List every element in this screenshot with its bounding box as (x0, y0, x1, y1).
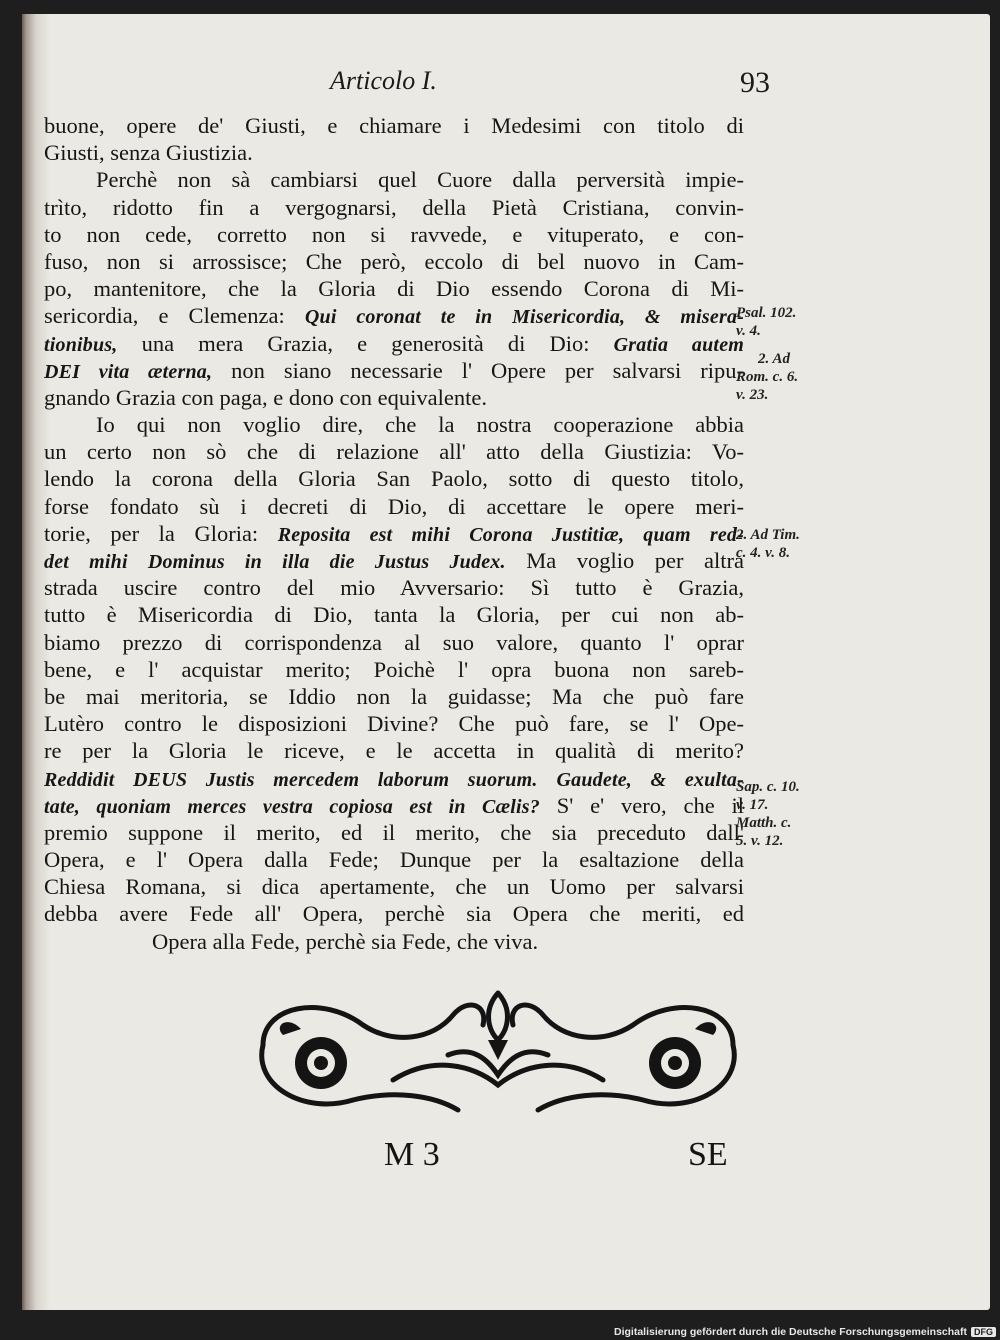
latin-quote: Reddidit DEUS Justis mercedem laborum suorum. (44, 768, 538, 791)
margin-note (736, 778, 836, 850)
text-line: be mai meritoria, se Iddio non la guidasse; Ma che può fare (44, 683, 744, 709)
text-line: Opera, e l' Opera dalla Fede; Dunque per la esaltazione della (44, 847, 744, 873)
margin-note-line: v. 23. (736, 387, 769, 403)
text-line: biamo prezzo di corrispondenza al suo valore, quanto l' oprar (44, 629, 744, 655)
margin-note-line: Rom. c. 6. (736, 369, 799, 385)
margin-note-line: v. 17. (736, 797, 769, 813)
text-line: to non cede, corretto non si ravvede, e vituperato, e con- (44, 221, 744, 247)
catchword: SE (688, 1136, 728, 1173)
watermark-text: Digitalisierung gefördert durch die Deutsche Forschungsgemeinschaft (614, 1326, 967, 1338)
page-number: 93 (740, 66, 770, 99)
latin-quote: Gratia autem (613, 333, 745, 356)
text-line (44, 520, 744, 547)
margin-note (736, 350, 836, 404)
text-line: strada uscire contro del mio Avversario: Sì tutto è Grazia, (44, 575, 744, 601)
text-line: buone, opere de' Giusti, e chiamare i Medesimi con titolo di (44, 113, 744, 138)
dfg-logo-icon: DFG (971, 1327, 996, 1337)
body-text (44, 112, 744, 955)
text-line: debba avere Fede all' Opera, perchè sia Opera che meriti, ed (44, 901, 744, 927)
margin-note-line: v. 4. (736, 323, 761, 339)
text-span: non siano necessarie l' Opere per salvarsi ripu- (231, 357, 745, 383)
text-line: tutto è Misericordia di Dio, tanta la Gloria, per cui non ab- (44, 602, 744, 628)
text-line: lendo la corona della Gloria San Paolo, sotto di questo titolo, (44, 466, 744, 492)
latin-quote: Reposita est mihi Corona Justitiæ, quam red- (277, 523, 744, 546)
signature-mark: M 3 (384, 1136, 440, 1173)
text-line: trìto, ridotto fin a vergognarsi, della Pietà Cristiana, convin- (44, 194, 744, 220)
running-header (330, 66, 770, 106)
latin-quote: tionibus, (44, 333, 118, 356)
funding-watermark (614, 1326, 996, 1338)
text-line: Perchè non sà cambiarsi quel Cuore dalla perversità impie- (96, 167, 744, 193)
margin-note-line: 5. v. 12. (736, 833, 784, 849)
latin-quote: Qui coronat te in Misericordia, & misera- (304, 306, 745, 329)
text-line: Chiesa Romana, si dica apertamente, che un Uomo per salvarsi (44, 874, 744, 900)
text-span: una mera Grazia, e generosità di Dio: (141, 330, 590, 356)
margin-note-line: 2. Ad (758, 351, 790, 367)
margin-note-line: Sap. c. 10. (736, 779, 800, 795)
text-span: S' e' vero, che il (556, 792, 745, 818)
margin-note (736, 304, 836, 340)
header-title: Articolo I. (330, 66, 437, 95)
margin-note (736, 526, 836, 562)
text-line: Opera alla Fede, perchè sia Fede, che viva. (152, 928, 539, 954)
margin-note-line: c. 4. v. 8. (736, 545, 791, 561)
text-line: Lutèro contro le disposizioni Divine? Che può fare, se l' Ope- (44, 711, 744, 737)
text-line: un certo non sò che di relazione all' atto della Giustizia: Vo- (44, 439, 744, 465)
text-line: fuso, non si arrossisce; Che però, eccolo di bel nuovo in Cam- (44, 248, 744, 274)
text-line: premio suppone il merito, ed il merito, che sia preceduto dall' (44, 819, 744, 845)
text-line: re per la Gloria le riceve, e le accetta in qualità di merito? (44, 738, 744, 764)
text-line: Giusti, senza Giustizia. (44, 140, 253, 166)
text-line (44, 302, 744, 329)
margin-note-line: 2. Ad Tim. (736, 527, 800, 543)
margin-note-line: Matth. c. (736, 815, 792, 831)
latin-quote: Gaudete, & exulta- (556, 768, 744, 791)
latin-quote: det mihi Dominus in illa die Justus Judex. (44, 551, 506, 573)
latin-quote: tate, quoniam merces vestra copiosa est in Cælis? (44, 795, 540, 818)
text-line (44, 330, 744, 357)
printer-ornament (243, 985, 753, 1120)
text-span: Ma voglio per altra (526, 548, 744, 573)
text-line: forse fondato sù i decreti di Dio, di accettare le opere meri- (44, 493, 744, 519)
text-line (44, 765, 744, 792)
latin-quote: DEI vita æterna, (44, 360, 213, 383)
text-line: po, mantenitore, che la Gloria di Dio essendo Corona di Mi- (44, 276, 744, 302)
text-line: bene, e l' acquistar merito; Poichè l' opra buona non sareb- (44, 656, 744, 682)
text-line (44, 547, 744, 574)
text-span: sericordia, e Clemenza: (44, 303, 285, 329)
text-line (44, 792, 744, 819)
text-line (44, 357, 744, 384)
margin-note-line: Psal. 102. (736, 305, 797, 321)
text-line: Io qui non voglio dire, che la nostra cooperazione abbia (96, 412, 744, 438)
text-line: gnando Grazia con paga, e dono con equivalente. (44, 384, 487, 410)
text-span: torie, per la Gloria: (44, 520, 259, 546)
